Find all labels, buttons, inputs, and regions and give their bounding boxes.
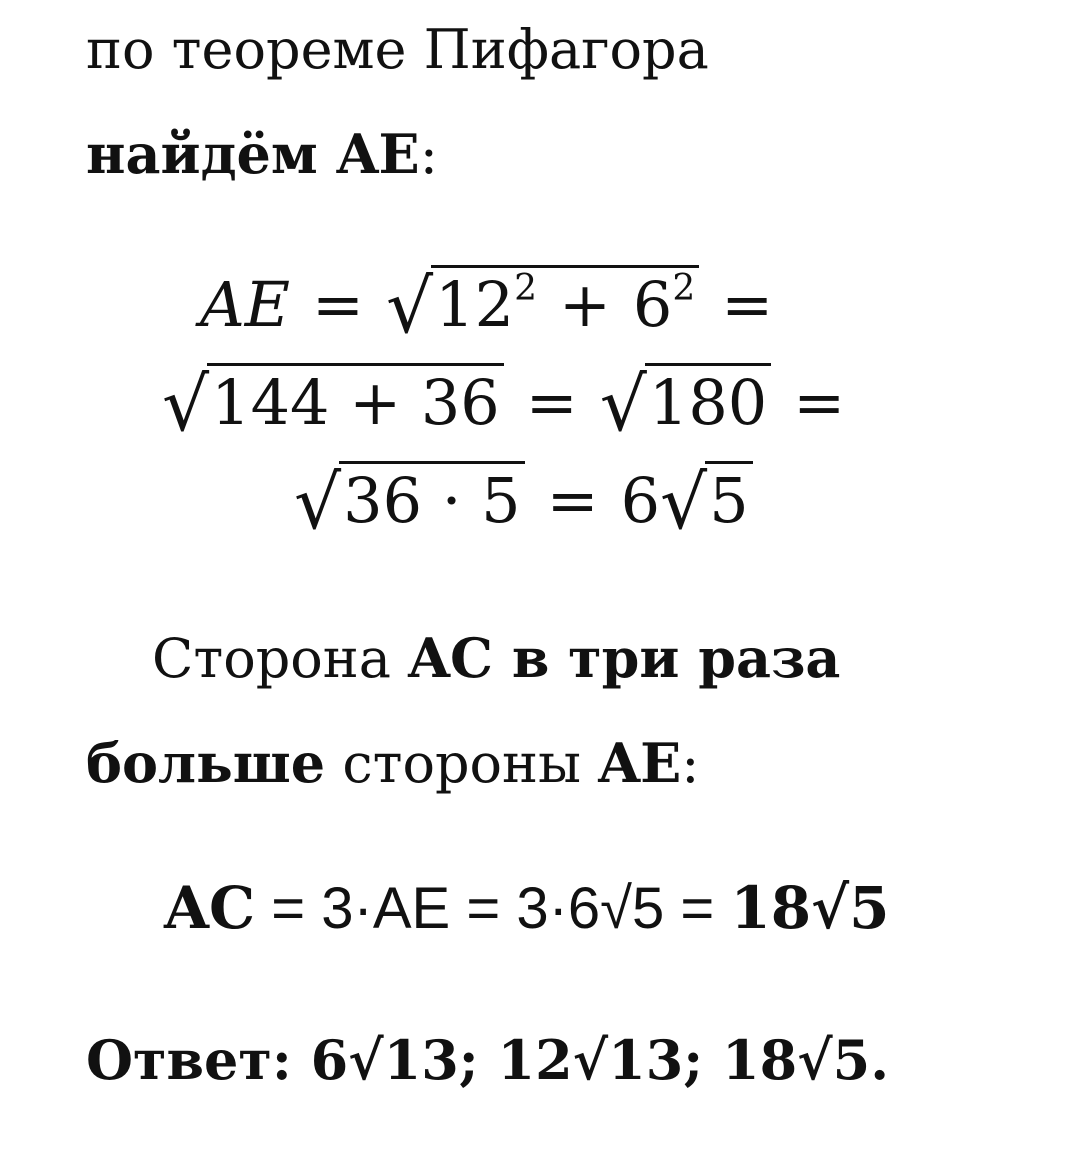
term-6: 6 xyxy=(632,268,673,341)
ac-bold-2: больше xyxy=(86,731,326,795)
formula-line-2 xyxy=(162,360,867,448)
formula-line-3 xyxy=(294,458,753,546)
sqrt-144-plus-36 xyxy=(162,360,504,448)
ac-paragraph xyxy=(86,606,840,816)
answer-line: Ответ: 6√13; 12√13; 18√5. xyxy=(86,1028,890,1092)
radicand-1 xyxy=(431,265,699,341)
formula-lhs: AE xyxy=(200,268,291,341)
equals-sign: = xyxy=(546,464,599,537)
sqrt-5 xyxy=(660,458,753,546)
sqrt-icon: √ xyxy=(599,362,647,448)
sqrt-180 xyxy=(599,360,772,448)
sqrt-icon: √ xyxy=(386,264,434,350)
result-coefficient: 6 xyxy=(620,464,661,537)
equals-sign: = xyxy=(312,268,364,341)
intro-paragraph xyxy=(86,0,709,207)
sqrt-icon: √ xyxy=(294,460,342,546)
ac-bold-1: AC в три раза xyxy=(408,626,841,690)
sqrt-12sq-plus-6sq xyxy=(386,262,699,350)
ac-colon: : xyxy=(681,732,700,795)
calc-lhs: AC xyxy=(164,874,256,942)
radicand-5: 5 xyxy=(705,461,752,532)
exponent-6: 2 xyxy=(672,268,696,309)
ac-bold-3: AE xyxy=(598,731,682,795)
calc-result: 18√5 xyxy=(730,874,890,942)
calc-middle: = 3·AE = 3·6√5 = xyxy=(255,876,731,941)
sqrt-36-times-5 xyxy=(294,458,525,546)
intro-line-1: по теореме Пифагора xyxy=(86,18,709,81)
intro-line-2 xyxy=(86,102,709,207)
equals-sign: = xyxy=(525,366,578,439)
radicand-4: 36 · 5 xyxy=(339,461,524,532)
radicand-2: 144 + 36 xyxy=(207,363,504,434)
intro-bold-text: найдём AE xyxy=(86,122,420,186)
ac-word-storona: Сторона xyxy=(152,627,391,690)
ac-word-storony: стороны xyxy=(342,732,582,795)
exponent-12: 2 xyxy=(514,268,537,309)
plus-sign: + xyxy=(558,268,611,341)
sqrt-icon: √ xyxy=(162,362,210,448)
ac-line-2 xyxy=(86,711,840,816)
ac-line-1 xyxy=(86,606,840,711)
ac-calculation xyxy=(164,874,890,942)
radicand-3: 180 xyxy=(645,363,771,434)
equals-sign: = xyxy=(793,366,846,439)
equals-sign: = xyxy=(721,268,774,341)
sqrt-icon: √ xyxy=(660,460,708,546)
intro-colon: : xyxy=(419,123,438,186)
term-12: 12 xyxy=(435,268,515,341)
formula-line-1 xyxy=(200,262,795,350)
